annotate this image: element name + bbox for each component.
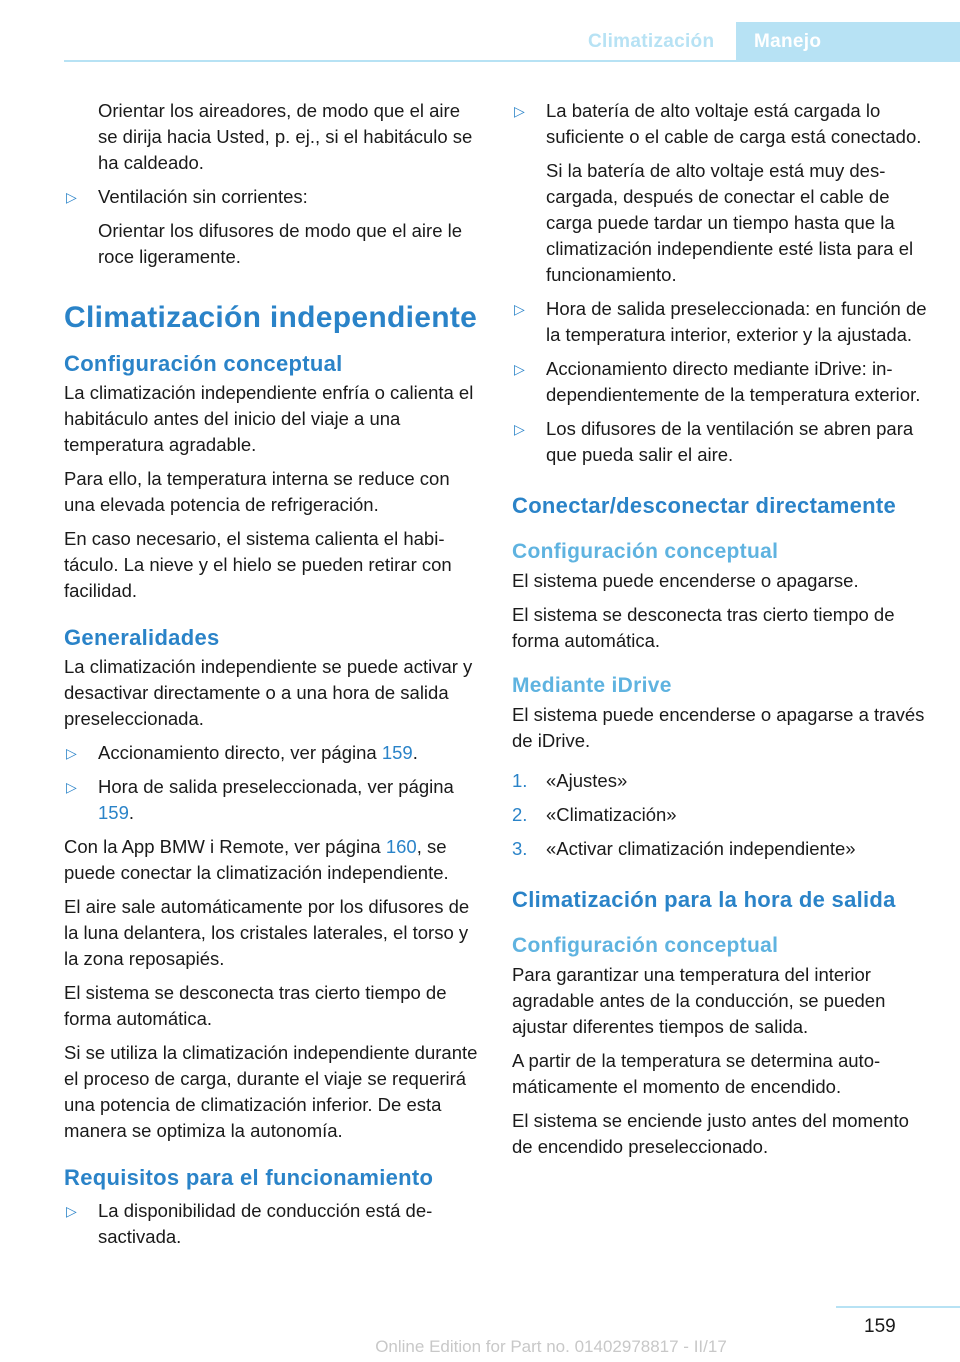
step-number: 3.	[512, 838, 528, 859]
list-item	[512, 98, 928, 150]
paragraph: Para garantizar una temperatura del interior agradable antes de la conducción, se pueden ajustar diferentes tiempos de salida.	[512, 964, 886, 1037]
list-item-text: La batería de alto voltaje está cargada lo suficiente o el cable de carga está conectado.	[546, 100, 922, 147]
header-chapter-label: Manejo	[754, 31, 822, 52]
paragraph	[64, 834, 480, 886]
list-item-text: Los difusores de la ventilación se abren para que pueda salir el aire.	[546, 418, 914, 465]
paragraph: El sistema se desconecta tras cierto tiempo de forma automática.	[512, 604, 895, 651]
bullet-marker: ▷	[66, 779, 77, 795]
paragraph-text: , se puede conectar la climatización independiente.	[64, 836, 449, 883]
subsection-heading: Requisitos para el funcionamiento	[64, 1165, 434, 1190]
subsection-heading: Conectar/desconectar directamente	[512, 493, 897, 518]
section-heading: Climatización independiente	[64, 301, 478, 334]
list-item-text: Accionamiento directo mediante iDrive: independientemente de la temperatura exterior.	[546, 358, 921, 405]
list-item-text: .	[412, 742, 418, 763]
footer-edition: Online Edition for Part no. 01402978817 - II/17	[375, 1337, 727, 1356]
list-item-text: Accionamiento directo, ver página	[98, 742, 382, 763]
paragraph: El sistema se enciende justo antes del momento de encendido preseleccionado.	[512, 1110, 909, 1157]
list-item	[64, 184, 480, 210]
list-item-text: Ventilación sin corrientes:	[98, 186, 308, 207]
page-number: 159	[864, 1316, 896, 1337]
page-link[interactable]: 159	[98, 802, 129, 823]
list-item	[64, 774, 480, 826]
step-text: «Ajustes»	[546, 770, 628, 791]
header-section-title: Climatización	[588, 31, 715, 52]
list-item	[64, 740, 480, 766]
minor-heading: Configuración conceptual	[512, 934, 779, 957]
paragraph: El sistema se desconecta tras cierto tiempo de forma automática.	[64, 982, 447, 1029]
right-column	[512, 98, 928, 1168]
paragraph: Si se utiliza la climatización independiente durante el proceso de carga, durante el viaje se requerirá una potencia de climatización inferior. De esta manera se optimiza la autonomía.	[64, 1042, 478, 1141]
page-number-rule	[836, 1306, 960, 1308]
bullet-marker: ▷	[514, 421, 525, 437]
list-item-text: La disponibilidad de conducción está desactivada.	[98, 1200, 433, 1247]
bullet-marker: ▷	[514, 103, 525, 119]
list-item	[64, 1198, 480, 1250]
header-chapter-tab	[736, 22, 960, 62]
paragraph-text: Con la App BMW i Remote, ver página	[64, 836, 386, 857]
bullet-marker: ▷	[66, 1203, 77, 1219]
page-link[interactable]: 159	[381, 742, 413, 763]
paragraph: El sistema puede encenderse o apagarse a través de iDrive.	[512, 704, 925, 751]
bullet-marker: ▷	[514, 301, 525, 317]
page-link[interactable]: 160	[385, 836, 417, 857]
step-number: 1.	[512, 770, 528, 791]
step-item	[512, 836, 928, 862]
left-column	[64, 98, 480, 1258]
paragraph: La climatización independiente se puede activar y desactivar directamente o a una hora de salida preseleccionada.	[64, 656, 473, 729]
subsection-heading: Configuración conceptual	[64, 351, 343, 376]
minor-heading: Mediante iDrive	[512, 674, 672, 697]
paragraph: Si la batería de alto voltaje está muy descargada, después de conectar el cable de carga puede tardar un tiempo hasta que la climatización independiente esté lista para el funcionamiento.	[546, 160, 914, 285]
paragraph: El sistema puede encenderse o apagarse.	[512, 570, 859, 591]
list-item	[512, 356, 928, 408]
step-item	[512, 768, 928, 794]
list-item	[512, 416, 928, 468]
list-item-text: .	[128, 802, 135, 823]
paragraph: La climatización independiente enfría o calienta el habitáculo antes del inicio del viaje a una temperatura agradable.	[64, 382, 474, 455]
bullet-marker: ▷	[514, 361, 525, 377]
bullet-marker: ▷	[66, 189, 77, 205]
step-item	[512, 802, 928, 828]
paragraph: Orientar los difusores de modo que el aire le roce ligeramente.	[98, 220, 463, 267]
list-item-text: Hora de salida preseleccionada, ver página	[98, 776, 454, 797]
step-text: «Climatización»	[546, 804, 677, 825]
list-item	[512, 296, 928, 348]
paragraph: A partir de la temperatura se determina automáticamente el momento de encendido.	[512, 1050, 881, 1097]
paragraph: En caso necesario, el sistema calienta el habitáculo. La nieve y el hielo se pueden retirar con facilidad.	[64, 528, 452, 601]
paragraph: El aire sale automáticamente por los difusores de la luna delantera, los cristales laterales, el torso y la zona reposapiés.	[64, 896, 470, 969]
list-item-text: Hora de salida preseleccionada: en función de la temperatura interior, exterior y la ajustada.	[546, 298, 927, 345]
subsection-heading: Climatización para la hora de salida	[512, 887, 896, 912]
paragraph: Orientar los aireadores, de modo que el aire se dirija hacia Usted, p. ej., si el habitáculo se ha caldeado.	[98, 100, 473, 173]
step-number: 2.	[512, 804, 528, 825]
bullet-marker: ▷	[66, 745, 77, 761]
minor-heading: Configuración conceptual	[512, 540, 779, 563]
step-text: «Activar climatización independiente»	[546, 838, 856, 859]
paragraph: Para ello, la temperatura interna se reduce con una elevada potencia de refrigeración.	[64, 468, 450, 515]
subsection-heading: Generalidades	[64, 625, 220, 650]
